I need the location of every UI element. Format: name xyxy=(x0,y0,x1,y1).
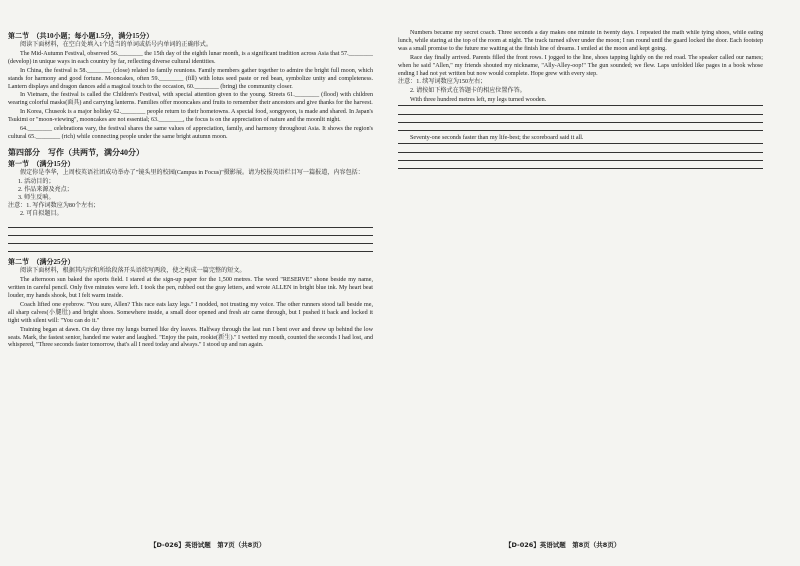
answer-line[interactable] xyxy=(398,153,763,161)
cloze-paragraph-2: In China, the festival is 58.________ (close) related to family reunions. Family members gather together to admire the bright full moon, which stands for harmony and good fortune. Mooncakes, often 59.________ (fill) with lotus seed paste or red bean, symbolize unity and completeness. Lantern displays and dragon dances add a magical touch to the occasion, 60.________ (bring) the community closer. xyxy=(8,67,373,90)
part4-header: 第四部分 写作（共两节，满分40分） xyxy=(8,147,144,157)
answer-line[interactable] xyxy=(8,236,373,244)
section2-instructions: 阅读下面材料，在空白处填入1个适当的单词或括号内单词的正确形式。 xyxy=(20,42,212,48)
answer-line[interactable] xyxy=(398,145,763,153)
writing2-header: 第二节 （满分25分） xyxy=(8,258,75,267)
continuation-start-1: With three hundred metres left, my legs turned wooden. xyxy=(398,97,763,106)
page-7-footer: 【D-026】英语试题 第7页（共8页） xyxy=(150,541,266,549)
writing1-note: 注意：1. 写作词数应为80个左右； xyxy=(8,202,100,209)
writing1-item: 1. 活动目的； xyxy=(18,178,55,185)
answer-line[interactable] xyxy=(398,115,763,123)
story-paragraph-2: Coach lifted one eyebrow. "You sure, Allen? This race eats lazy legs." I nodded, not trusting my voice. The other runners stood tall beside me, all sharp calves(小腿肚) and bright shoes. Somewhere inside, a small door opened and fresh air came through, but I pushed it back and locked it tight with silent will: "You can do it." xyxy=(8,301,373,324)
writing2-instructions: 阅读下面材料，根据其内容和所给段落开头语续写两段，使之构成一篇完整的短文。 xyxy=(20,268,246,275)
answer-line[interactable] xyxy=(8,244,373,252)
answer-line[interactable] xyxy=(8,220,373,228)
section2-header: 第二节 （共10小题；每小题1.5分，满分15分） xyxy=(8,32,154,40)
answer-line[interactable] xyxy=(8,228,373,236)
writing1-item: 3. 师生反响。 xyxy=(18,194,55,201)
answer-line[interactable] xyxy=(398,161,763,169)
answer-line[interactable] xyxy=(398,107,763,115)
page-8-footer: 【D-026】英语试题 第8页（共8页） xyxy=(505,541,621,549)
story-paragraph-1: The afternoon sun baked the sports field. I stared at the sign-up paper for the 1,500 metres. The word "RESERVE" shone beside my name, written in careful pencil. Only five minutes were left. I took the pen, rubbed out the gray letters, and wrote ALLEN in bright blue ink. My heart beat louder, my hands shook, but I felt warm inside. xyxy=(8,277,373,300)
story-paragraph-5: Race day finally arrived. Parents filled the front rows. I jogged to the line, shoes tapping lightly on the red road. The speaker called our names; when he said "Allen," my friends shouted my nickname, "Ally-Alley-oop!" The gun sounded; we flew. Laps unfolded like pages in a book whose ending I had not yet written but now would complete. Hope grew with every step. xyxy=(398,54,763,77)
writing1-instructions: 假定你是李华，上周校英语社团成功举办了"镜头里的校园(Campus in Focus)"摄影展。请为校报英语栏目写一篇报道，内容包括： xyxy=(20,169,364,176)
answer-line[interactable] xyxy=(398,123,763,131)
writing1-note: 2. 可自拟题目。 xyxy=(20,211,63,218)
cloze-paragraph-5: 64.________ celebrations vary, the festival shares the same values of appreciation, family, and harmony throughout Asia. It shows the region's cultural 65.________ (rich) while connecting people under the same bright autumn moon. xyxy=(8,126,373,140)
page-8 xyxy=(398,30,763,560)
continuation-note: 注意：1. 续写词数应为150左右； xyxy=(398,79,487,86)
cloze-paragraph-1: The Mid-Autumn Festival, observed 56.________ the 15th day of the eighth lunar month, is a significant tradition across Asia that 57.________ (develop) in unique ways in each country by far, reflecting diverse cultural identities. xyxy=(8,50,373,65)
writing1-header: 第一节 （满分15分） xyxy=(8,159,75,168)
cloze-paragraph-4: In Korea, Chuseok is a major holiday 62.________ people return to their hometowns. A special food, songpyeon, is made and shared. In Japan's Tsukimi or "moon-viewing", mooncakes are not essential; 63.________, the focus is on the appreciation of nature and the moonlit night. xyxy=(8,109,373,124)
story-paragraph-4: Numbers became my secret coach. Three seconds a day makes one minute in twenty days. I repeated the math while tying shoes, while eating lunch, while staring at the top of the room at night. The track turned silver under the moon; I ran round until the guard locked the door. Each footstep was a small promise to the future me waiting at the finish line of dreams. I smiled at the moon and kept going. xyxy=(398,30,763,52)
continuation-start-2: Seventy-one seconds faster than my life-best; the scoreboard said it all. xyxy=(398,135,763,144)
story-paragraph-3: Training began at dawn. On day three my lungs burned like dry leaves. Halfway through the last run I bent over and threw up behind the low seats. Mark, the fastest senior, handed me water and laughed. "Enjoy the pain, rookie(新生)." I wetted my mouth, counted the seconds I had lost, and whispered, "Three seconds faster tomorrow, that's all I need today and always." I stood up and ran again. xyxy=(8,326,373,349)
continuation-note: 2. 请按如下格式在答题卡的相应位置作答。 xyxy=(410,88,526,95)
page-7 xyxy=(8,30,373,560)
cloze-paragraph-3: In Vietnam, the festival is called the Children's Festival, with special attention given to the young. Streets 61.________ (flood) with children wearing colorful masks(面具) and carrying lanterns. Families offer mooncakes and fruits to remember their ancestors and give thanks for the harvest. xyxy=(8,92,373,107)
writing1-item: 2. 作品来源及亮点； xyxy=(18,186,73,193)
